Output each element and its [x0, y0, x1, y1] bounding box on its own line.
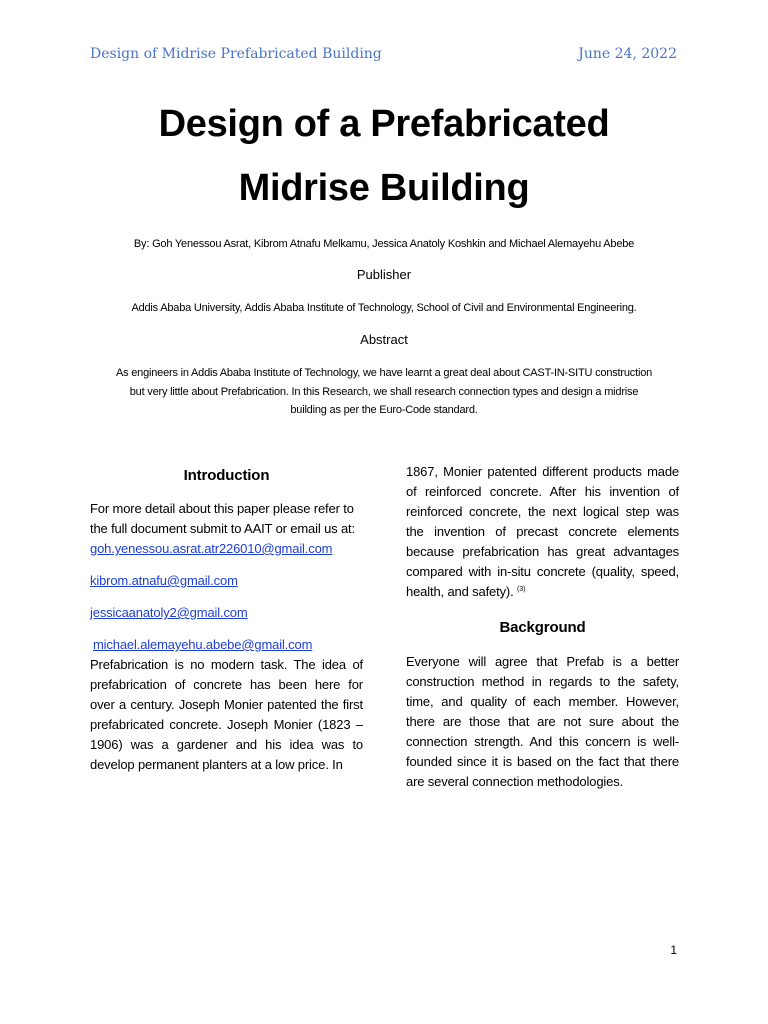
citation-reference: (3): [517, 586, 526, 593]
author-list: By: Goh Yenessou Asrat, Kibrom Atnafu Melkamu, Jessica Anatoly Koshkin and Michael Alemayehu Abebe: [133, 238, 635, 250]
email-link-jessica[interactable]: jessicaanatoly2@gmail.com: [90, 605, 248, 620]
running-header: [90, 46, 677, 62]
email-link-kibrom[interactable]: kibrom.atnafu@gmail.com: [90, 573, 238, 588]
right-column: [406, 462, 679, 792]
introduction-heading: Introduction: [183, 467, 270, 484]
introduction-contact-text: For more detail about this paper please refer to the full document submit to AAIT or email us at:: [90, 501, 355, 536]
running-header-title: Design of Midrise Prefabricated Building: [90, 46, 382, 62]
abstract-line-3: building as per the Euro-Code standard.: [290, 404, 478, 416]
page-number: 1: [670, 943, 677, 957]
background-heading: Background: [499, 619, 586, 636]
paper-title-line-2: Midrise Building: [238, 167, 530, 209]
publisher-heading: Publisher: [356, 267, 412, 282]
introduction-continued-text: 1867, Monier patented different products made of reinforced concrete. After his invention of reinforced concrete, the next logical step was the invention of precast concrete elements because prefabrication has great advantages compared with in-situ concrete (quality, speed, health, and safety).: [406, 464, 679, 599]
abstract-text: [88, 364, 680, 420]
introduction-continued-paragraph: [406, 462, 679, 602]
abstract-heading: Abstract: [360, 332, 408, 347]
background-paragraph: Everyone will agree that Prefab is a better construction method in regards to the safety, time, and quality of each member. However, there are those that are not sure about the connection strength. And this concern is well-founded since it is based on the fact that there are several connection methodologies.: [406, 654, 679, 789]
paper-title-line-1: Design of a Prefabricated: [158, 103, 610, 145]
abstract-line-1: As engineers in Addis Ababa Institute of Technology, we have learnt a great deal about CAST-IN-SITU construction: [115, 367, 653, 379]
introduction-history-paragraph: Prefabrication is no modern task. The idea of prefabrication of concrete has been here for over a century. Joseph Monier patented the first prefabricated concrete. Joseph Monier (1823 – 1906) was a gardener and his idea was to develop permanent planters at a low price. In: [90, 657, 363, 772]
email-link-goh[interactable]: goh.yenessou.asrat.atr226010@gmail.com: [90, 541, 333, 556]
paper-title: [0, 92, 768, 220]
email-link-michael[interactable]: michael.alemayehu.abebe@gmail.com: [93, 637, 313, 652]
affiliation: Addis Ababa University, Addis Ababa Institute of Technology, School of Civil and Environmental Engineering.: [131, 302, 637, 314]
left-column: [90, 462, 363, 775]
running-header-date: June 24, 2022: [578, 46, 677, 62]
abstract-line-2: but very little about Prefabrication. In this Research, we shall research connection types and design a midrise: [129, 385, 639, 398]
